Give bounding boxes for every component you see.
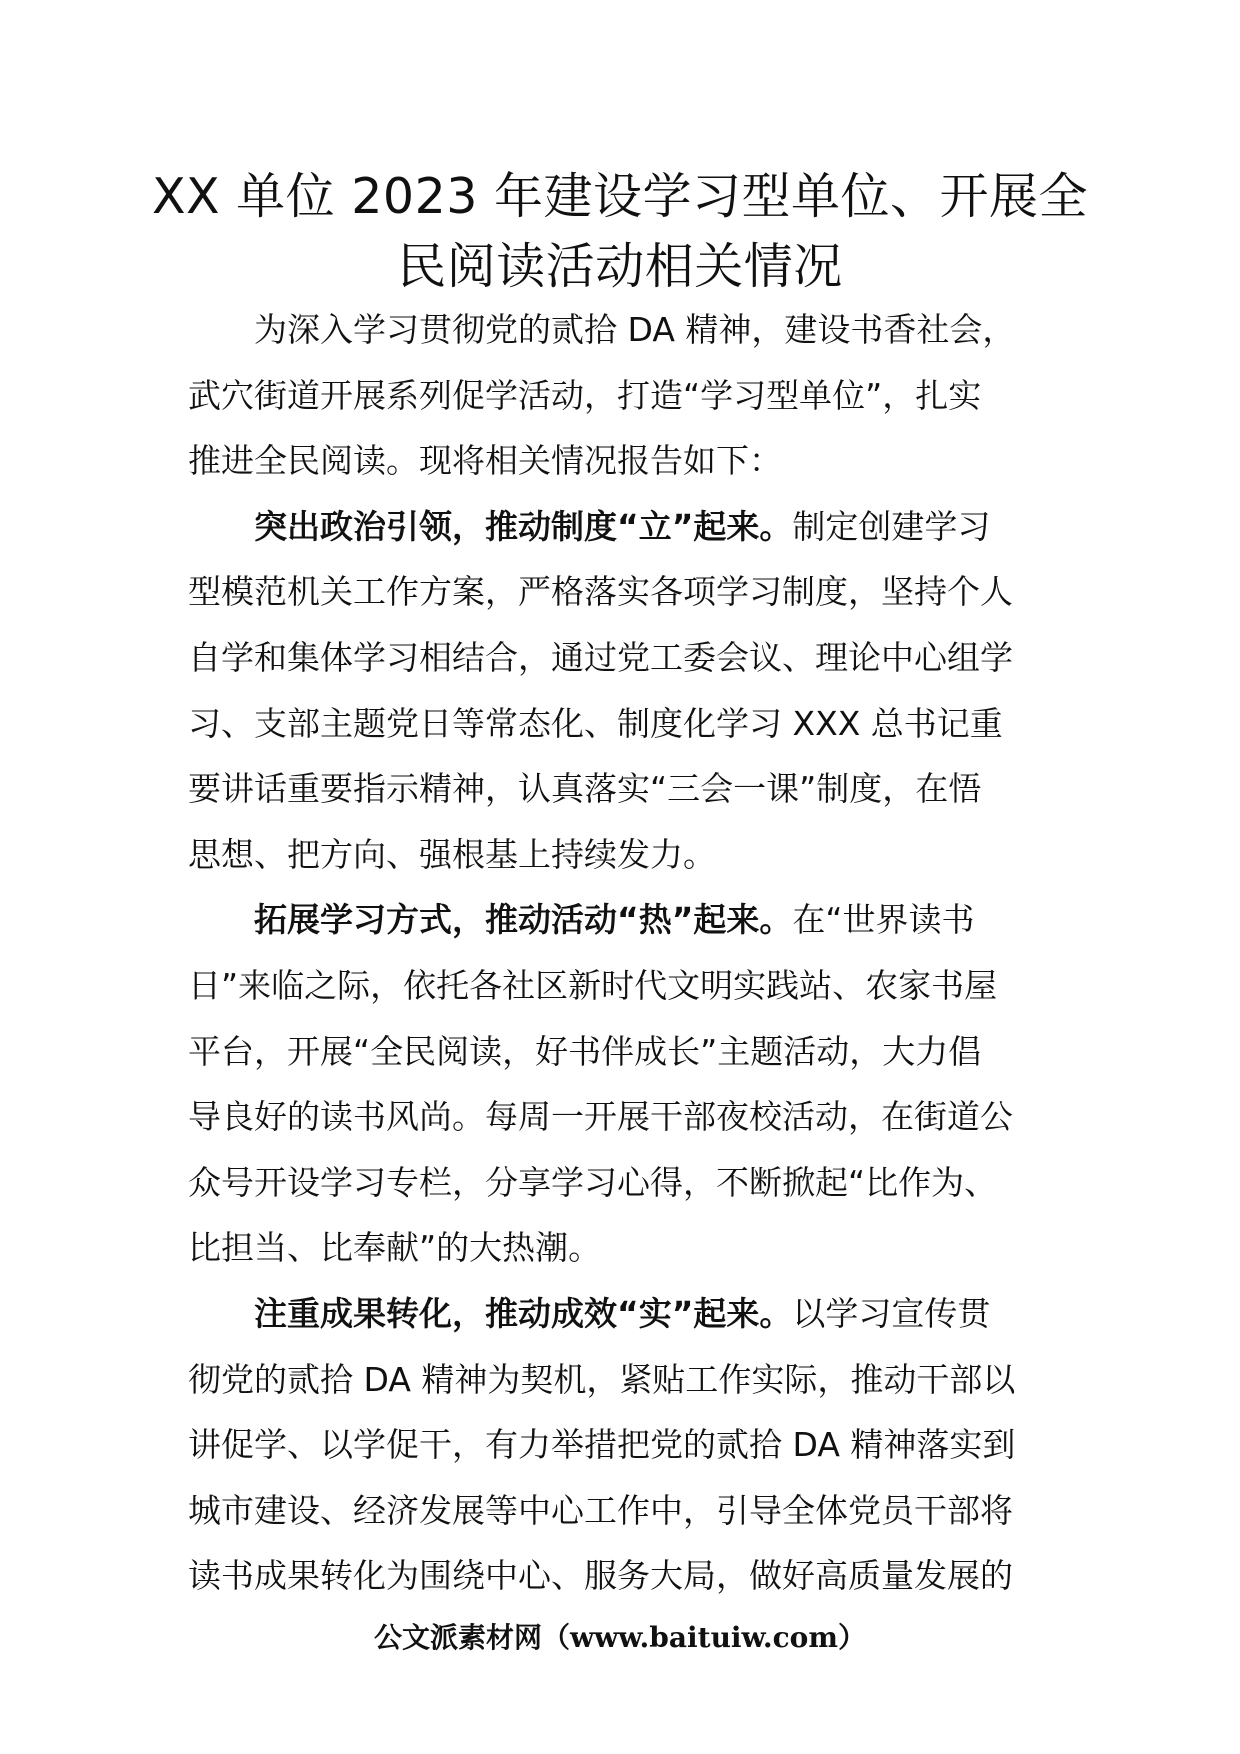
section-1-line-6: 思想、把方向、强根基上持续发力。 — [188, 834, 716, 874]
intro-line-2: 武穴街道开展系列促学活动，打造“学习型单位”，扎实 — [188, 375, 982, 415]
footer-watermark-text: 公文派素材网（www.baituiw.com） — [374, 1621, 866, 1654]
section-1-line-1-text: 制定创建学习 — [792, 506, 991, 546]
section-1-heading: 突出政治引领，推动制度“立”起来。 — [254, 506, 793, 546]
section-1-line-3: 自学和集体学习相结合，通过党工委会议、理论中心组学 — [188, 637, 1013, 677]
section-1-line-5: 要讲话重要指示精神，认真落实“三会一课”制度，在悟 — [188, 769, 982, 809]
section-2-line-1 — [188, 887, 1048, 953]
document-body — [188, 297, 1048, 1609]
intro-line-1: 为深入学习贯彻党的贰拾 DA 精神，建设书香社会， — [254, 310, 1016, 349]
section-2-paragraph — [188, 887, 1048, 1281]
section-2-line-5: 众号开设学习专栏，分享学习心得，不断掀起“比作为、 — [188, 1162, 998, 1202]
section-2-line-3: 平台，开展“全民阅读，好书伴成长”主题活动，大力倡 — [188, 1031, 982, 1071]
section-3-line-3: 讲促学、以学促干，有力举措把党的贰拾 DA 精神落实到 — [188, 1425, 1016, 1465]
section-1-paragraph — [188, 494, 1048, 888]
intro-paragraph — [188, 297, 1048, 494]
section-3-line-4: 城市建设、经济发展等中心工作中，引导全体党员干部将 — [188, 1490, 1013, 1530]
section-3-line-1 — [188, 1281, 1048, 1347]
section-3-line-5: 读书成果转化为围绕中心、服务大局，做好高质量发展的 — [188, 1556, 1013, 1596]
title-line-1: XX 单位 2023 年建设学习型单位、开展全 — [151, 168, 1089, 225]
section-3-paragraph — [188, 1281, 1048, 1609]
section-2-line-6: 比担当、比奉献”的大热潮。 — [188, 1228, 602, 1268]
section-2-heading: 拓展学习方式，推动活动“热”起来。 — [254, 900, 793, 940]
section-3-heading: 注重成果转化，推动成效“实”起来。 — [254, 1293, 793, 1333]
document-title — [150, 162, 1090, 302]
section-2-line-2: 日”来临之际，依托各社区新时代文明实践站、农家书屋 — [188, 965, 998, 1005]
section-3-line-2: 彻党的贰拾 DA 精神为契机，紧贴工作实际，推动干部以 — [188, 1359, 1016, 1399]
section-3-line-1-text: 以学习宣传贯 — [792, 1293, 991, 1333]
section-1-line-1 — [188, 494, 1048, 560]
section-1-line-4: 习、支部主题党日等常态化、制度化学习 XXX 总书记重 — [188, 703, 1003, 743]
title-line-2: 民阅读活动相关情况 — [397, 238, 843, 295]
section-2-line-1-text: 在“世界读书 — [792, 900, 975, 940]
section-1-line-2: 型模范机关工作方案，严格落实各项学习制度，坚持个人 — [188, 572, 1013, 612]
section-2-line-4: 导良好的读书风尚。每周一开展干部夜校活动，在街道公 — [188, 1097, 1013, 1137]
intro-line-3: 推进全民阅读。现将相关情况报告如下： — [188, 441, 782, 481]
